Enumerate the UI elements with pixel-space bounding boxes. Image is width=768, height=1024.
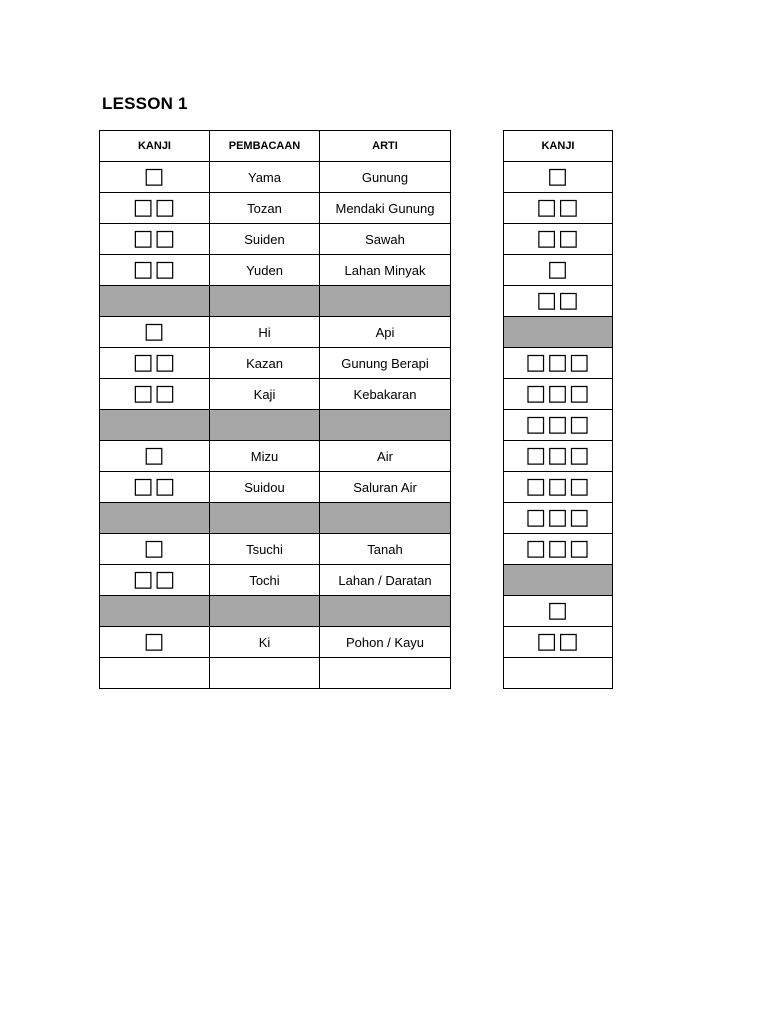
- reading-cell: Hi: [210, 317, 320, 348]
- kanji-cell: □□: [504, 286, 613, 317]
- reading-cell: [210, 596, 320, 627]
- reading-cell: Tsuchi: [210, 534, 320, 565]
- meaning-cell: Mendaki Gunung: [320, 193, 451, 224]
- kanji-cell: [100, 503, 210, 534]
- page-title: LESSON 1: [102, 94, 188, 113]
- table-row: [100, 224, 451, 255]
- header-kanji: KANJI: [100, 131, 210, 162]
- table-row: [504, 224, 613, 255]
- reading-cell: Tozan: [210, 193, 320, 224]
- kanji-cell: □: [100, 534, 210, 565]
- kanji-cell: □□□: [504, 441, 613, 472]
- table-row: [100, 255, 451, 286]
- table-row: [100, 317, 451, 348]
- meaning-cell: Tanah: [320, 534, 451, 565]
- table-row: [504, 162, 613, 193]
- table-row: [100, 193, 451, 224]
- kanji-cell: □□: [100, 193, 210, 224]
- kanji-cell: □□□: [504, 534, 613, 565]
- header-kanji: KANJI: [504, 131, 613, 162]
- kanji-cell: □□: [504, 224, 613, 255]
- meaning-cell: Sawah: [320, 224, 451, 255]
- table-row: [100, 162, 451, 193]
- table-row: [504, 286, 613, 317]
- table-row: [504, 410, 613, 441]
- meaning-cell: [320, 503, 451, 534]
- reading-cell: Yuden: [210, 255, 320, 286]
- table-row: [504, 379, 613, 410]
- kanji-cell: [100, 596, 210, 627]
- table-row: [504, 534, 613, 565]
- meaning-cell: Saluran Air: [320, 472, 451, 503]
- meaning-cell: Kebakaran: [320, 379, 451, 410]
- table-row: [504, 658, 613, 689]
- kanji-cell: □: [100, 441, 210, 472]
- kanji-body: [504, 162, 613, 689]
- kanji-cell: □: [504, 596, 613, 627]
- table-row: [504, 627, 613, 658]
- reading-cell: Kaji: [210, 379, 320, 410]
- meaning-cell: Lahan Minyak: [320, 255, 451, 286]
- kanji-cell: □□□: [504, 503, 613, 534]
- table-row: [100, 441, 451, 472]
- reading-cell: Suiden: [210, 224, 320, 255]
- kanji-cell: □□: [100, 565, 210, 596]
- table-row: [504, 348, 613, 379]
- table-row: [504, 255, 613, 286]
- kanji-cell: [504, 317, 613, 348]
- reading-cell: [210, 503, 320, 534]
- kanji-cell: □: [100, 627, 210, 658]
- table-row: [504, 472, 613, 503]
- kanji-cell: □□□: [504, 410, 613, 441]
- reading-cell: [210, 658, 320, 689]
- reading-cell: Mizu: [210, 441, 320, 472]
- kanji-cell: □: [504, 255, 613, 286]
- reading-cell: Kazan: [210, 348, 320, 379]
- table-row: [100, 348, 451, 379]
- kanji-cell: □□□: [504, 348, 613, 379]
- meaning-cell: Api: [320, 317, 451, 348]
- kanji-cell: □□: [100, 379, 210, 410]
- table-row: [100, 565, 451, 596]
- meaning-cell: Gunung: [320, 162, 451, 193]
- table-row: [504, 565, 613, 596]
- vocabulary-table: [99, 130, 451, 689]
- header-row: [100, 131, 451, 162]
- table-row: [504, 441, 613, 472]
- vocabulary-body: [100, 162, 451, 689]
- table-row: [504, 503, 613, 534]
- kanji-cell: [504, 565, 613, 596]
- kanji-cell: □: [504, 162, 613, 193]
- kanji-cell: □: [100, 317, 210, 348]
- kanji-cell: □□: [100, 224, 210, 255]
- table-row: [100, 658, 451, 689]
- meaning-cell: [320, 658, 451, 689]
- meaning-cell: Gunung Berapi: [320, 348, 451, 379]
- kanji-cell: □□□: [504, 379, 613, 410]
- meaning-cell: Lahan / Daratan: [320, 565, 451, 596]
- meaning-cell: [320, 410, 451, 441]
- reading-cell: Yama: [210, 162, 320, 193]
- kanji-cell: □□: [100, 348, 210, 379]
- table-row: [100, 596, 451, 627]
- kanji-cell: □□: [504, 627, 613, 658]
- reading-cell: [210, 410, 320, 441]
- meaning-cell: [320, 286, 451, 317]
- reading-cell: Tochi: [210, 565, 320, 596]
- meaning-cell: Pohon / Kayu: [320, 627, 451, 658]
- reading-cell: [210, 286, 320, 317]
- kanji-table: [503, 130, 613, 689]
- kanji-cell: □□: [100, 472, 210, 503]
- kanji-cell: [100, 410, 210, 441]
- table-row: [100, 534, 451, 565]
- header-row: [504, 131, 613, 162]
- table-row: [504, 596, 613, 627]
- table-row: [100, 503, 451, 534]
- kanji-cell: □: [100, 162, 210, 193]
- header-reading: PEMBACAAN: [210, 131, 320, 162]
- table-row: [100, 379, 451, 410]
- table-row: [504, 193, 613, 224]
- kanji-cell: [100, 658, 210, 689]
- table-row: [100, 286, 451, 317]
- table-row: [100, 627, 451, 658]
- kanji-cell: □□□: [504, 472, 613, 503]
- table-row: [100, 410, 451, 441]
- kanji-cell: □□: [100, 255, 210, 286]
- table-row: [100, 472, 451, 503]
- kanji-cell: [100, 286, 210, 317]
- meaning-cell: [320, 596, 451, 627]
- reading-cell: Suidou: [210, 472, 320, 503]
- reading-cell: Ki: [210, 627, 320, 658]
- table-row: [504, 317, 613, 348]
- kanji-cell: □□: [504, 193, 613, 224]
- meaning-cell: Air: [320, 441, 451, 472]
- header-meaning: ARTI: [320, 131, 451, 162]
- kanji-cell: [504, 658, 613, 689]
